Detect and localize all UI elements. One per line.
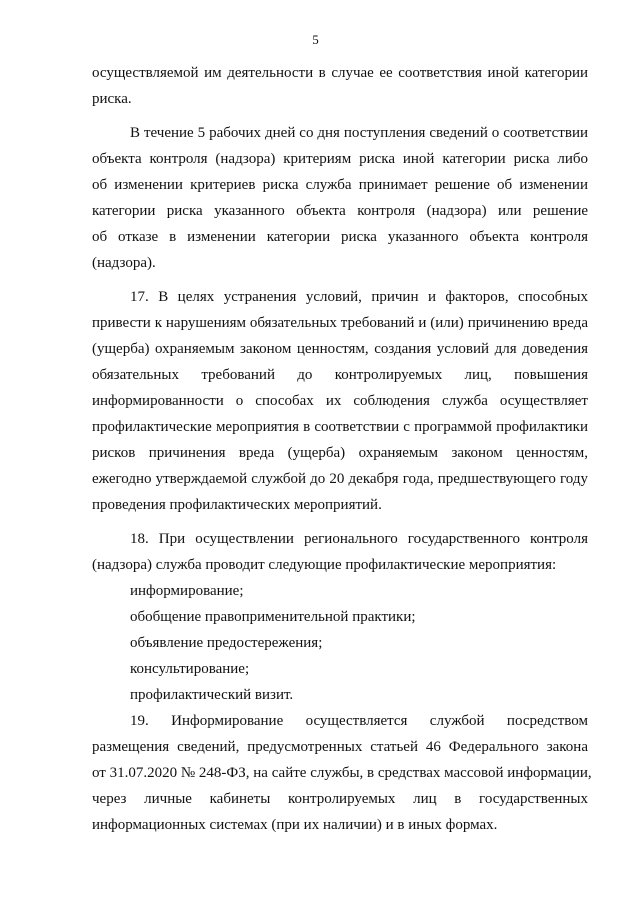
text-line: от 31.07.2020 № 248-ФЗ, на сайте службы, в средствах массовой информации, <box>92 765 592 781</box>
text-line: (надзора). <box>92 255 156 271</box>
paragraph-gap <box>92 112 588 120</box>
paragraph-gap <box>92 276 588 284</box>
text-line: профилактический визит. <box>130 687 294 703</box>
page-number: 5 <box>312 32 319 47</box>
text-line: информированности о способах их соблюдения служба осуществляет <box>92 393 588 409</box>
text-line: обобщение правоприменительной практики; <box>130 609 416 625</box>
text-line: (надзора) служба проводит следующие профилактические мероприятия: <box>92 557 557 573</box>
text-line: об отказе в изменении категории риска указанного объекта контроля <box>92 229 588 245</box>
text-line: 17. В целях устранения условий, причин и факторов, способных <box>130 289 588 305</box>
paragraph-gap <box>92 518 588 526</box>
text-line: 19. Информирование осуществляется службой посредством <box>130 713 588 729</box>
text-line: В течение 5 рабочих дней со дня поступления сведений о соответствии <box>130 125 588 141</box>
text-line: привести к нарушениям обязательных требований и (или) причинению вреда <box>92 315 588 331</box>
text-line: 18. При осуществлении регионального государственного контроля <box>130 531 588 547</box>
text-line: рисков причинения вреда (ущерба) охраняемым законом ценностям, <box>92 445 588 461</box>
text-line: об изменении критериев риска служба принимает решение об изменении <box>92 177 588 193</box>
text-line: обязательных требований до контролируемых лиц, повышения <box>92 367 588 383</box>
text-line: информационных системах (при их наличии) и в иных формах. <box>92 817 498 833</box>
text-line: через личные кабинеты контролируемых лиц в государственных <box>92 791 588 807</box>
text-line: размещения сведений, предусмотренных статьей 46 Федерального закона <box>92 739 588 755</box>
text-line: информирование; <box>130 583 244 599</box>
text-line: проведения профилактических мероприятий. <box>92 497 382 513</box>
text-line: объявление предостережения; <box>130 635 323 651</box>
text-line: риска. <box>92 91 132 107</box>
page-body-text <box>92 60 592 838</box>
text-line: консультирование; <box>130 661 250 677</box>
text-line: объекта контроля (надзора) критериям риска иной категории риска либо <box>92 151 588 167</box>
text-line: категории риска указанного объекта контроля (надзора) или решение <box>92 203 588 219</box>
text-line: осуществляемой им деятельности в случае ее соответствия иной категории <box>92 65 588 81</box>
text-line: (ущерба) охраняемым законом ценностям, создания условий для доведения <box>92 341 588 357</box>
text-line: ежегодно утверждаемой службой до 20 декабря года, предшествующего году <box>92 471 588 487</box>
text-line: профилактические мероприятия в соответствии с программой профилактики <box>92 419 588 435</box>
